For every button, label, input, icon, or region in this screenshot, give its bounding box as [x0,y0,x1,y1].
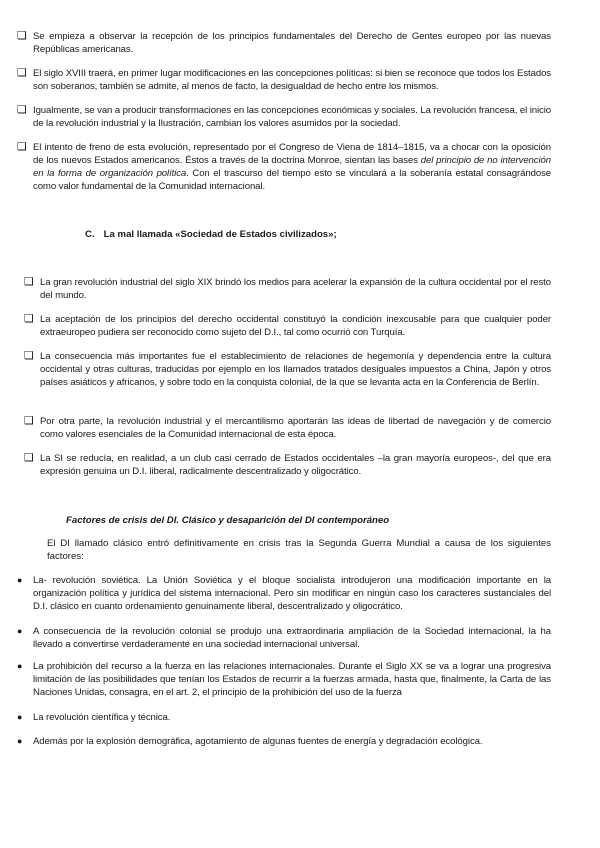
checkbox-bullet-icon: ❏ [24,313,34,325]
checkbox-bullet-icon: ❏ [17,104,27,116]
list-item: ● A consecuencia de la revolución colonial se produjo una extraordinaria ampliación de la Sociedad internacional, la ha llevado a convertirse verdaderamente en una sociedad internacional universal. [17,626,551,650]
list-item: ❏ La SI se reducía, en realidad, a un club casi cerrado de Estados occidentales –la gran mayoría europeos-, del que era expresión genuina un D.I. liberal, radicalmente descentralizado y oligocrático. [24,452,551,477]
list-item: ● La prohibición del recurso a la fuerza en las relaciones internacionales. Durante el Siglo XX se va a lograr una progresiva limitación de las posibilidades que tenían los Estados de recurrir a la fuerzas armada, hasta que, finalmente, la Carta de las Naciones Unidas, consagra, en el art. 2, el principio de la prohibición del uso de la fuerza [17,661,551,698]
list-item: ❏ La consecuencia más importantes fue el establecimiento de relaciones de hegemonía y dependencia entre la cultura occidental y otras culturas, traducidas por ejemplo en los llamados tratados desiguales impuestos a China, Japón y otros países asiáticos y africanos, y sobre todo en la conquista colonial, de la que se levanta acta en la Conferencia de Berlín. [24,350,551,388]
checkbox-bullet-icon: ❏ [24,276,34,288]
list-item: ● La revolución científica y técnica. [17,712,171,723]
checkbox-bullet-icon: ❏ [24,350,34,362]
checkbox-bullet-icon: ❏ [17,141,27,153]
emphasis-text: del principio de no intervención en la forma de organización política [33,155,551,179]
list-item: ❏ Se empieza a observar la recepción de los principios fundamentales del Derecho de Gentes europeo por las nuevas Repúblicas americanas. [17,30,551,55]
checkbox-bullet-icon: ❏ [17,30,27,42]
intro-paragraph: El DI llamado clásico entró definitivamente en crisis tras la Segunda Guerra Mundial a causa de los siguientes factores: [47,538,551,562]
list-item: ❏ El intento de freno de esta evolución, representado por el Congreso de Viena de 1814–1815, va a chocar con la oposición de los nuevos Estados americanos. Éstos a través de la doctrina Monroe, sientan las bases del principio de no intervención en la forma de organización política. Con el trascurso del tiempo esto se vinculará a la soberanía estatal consagrándose como valor fundamental de la Comunidad internacional. [17,141,552,192]
section-heading-c: C. La mal llamada «Sociedad de Estados civilizados»; [85,229,337,240]
list-item: ❏ La aceptación de los principios del derecho occidental constituyó la condición inexcusable para que cualquier poder extraeuropeo pudiera ser reconocido como sujeto del D.I., tal como ocurrió con Turquía. [24,313,551,338]
section-heading-factores: Factores de crisis del DI. Clásico y desaparición del DI contemporáneo [66,515,390,526]
list-item: ● Además por la explosión demográfica, agotamiento de algunas fuentes de energía y degradación ecológica. [17,736,483,747]
checkbox-bullet-icon: ❏ [17,67,27,79]
list-item: ❏ Por otra parte, la revolución industrial y el mercantilismo aportarán las ideas de libertad de navegación y de comercio como valores esenciales de la Comunidad internacional de esta época. [24,415,551,440]
bullet-dot-icon: ● [17,575,23,585]
bullet-dot-icon: ● [17,712,23,722]
bullet-dot-icon: ● [17,661,23,671]
list-item: ❏ La gran revolución industrial del siglo XIX brindó los medios para acelerar la expansión de la cultura occidental por el resto del mundo. [24,276,551,301]
bullet-dot-icon: ● [17,736,23,746]
bullet-dot-icon: ● [17,626,23,636]
checkbox-bullet-icon: ❏ [24,452,34,464]
checkbox-bullet-icon: ❏ [24,415,34,427]
list-item: ● La- revolución soviética. La Unión Soviética y el bloque socialista introdujeron una modificación importante en la organización política y jurídica del sistema internacional. Pero sin modificar en ningún caso los caracteres sustanciales del D.I. clásico en cuanto ordenamiento genuinamente liberal, descentralizado y oligocrático. [17,575,551,612]
list-item: ❏ El siglo XVIII traerá, en primer lugar modificaciones en las concepciones políticas: si bien se reconoce que todos los Estados son soberanos, también se admite, al menos de facto, la desigualdad de hecho entre los mismos. [17,67,552,92]
list-item: ❏ Igualmente, se van a producir transformaciones en las concepciones económicas y sociales. La revolución francesa, el inicio de la revolución industrial y la Ilustración, cambian los valores asumidos por la sociedad. [17,104,551,129]
